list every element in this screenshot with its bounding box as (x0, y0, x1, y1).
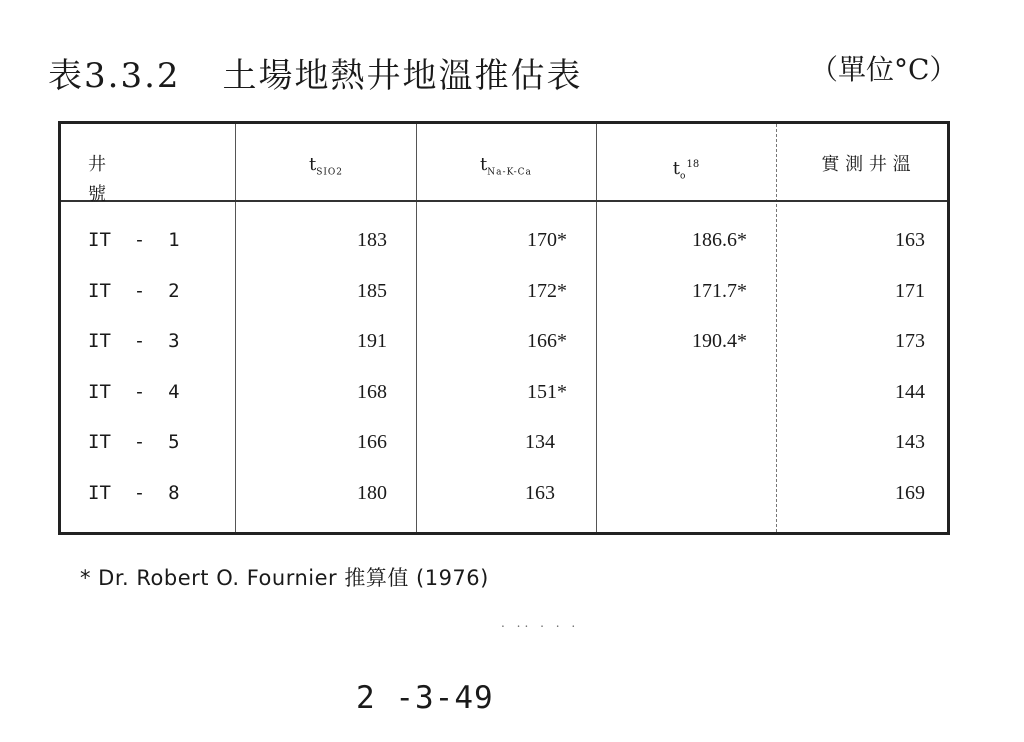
measured-cell: 144 (895, 380, 925, 403)
header-rule (61, 200, 947, 202)
table-row (61, 422, 947, 472)
measured-cell: 163 (895, 229, 925, 251)
table-row (61, 220, 947, 270)
table-title (48, 48, 583, 97)
table-caption: 土場地熱井地溫推估表 (222, 56, 583, 96)
sio2-cell: 183 (357, 229, 387, 251)
header-t-sio2: $t_{SIO2}$ (308, 154, 344, 178)
nakca-cell: 166* (527, 330, 567, 352)
o18-cell (627, 372, 747, 412)
header-t-nakca: $t_{Na-K-Ca}$ (480, 154, 532, 178)
o18-cell (627, 473, 747, 513)
nakca-cell: 170* (527, 229, 567, 251)
sio2-cell: 168 (357, 380, 387, 403)
measured-cell: 171 (895, 279, 925, 302)
table-row (61, 473, 947, 523)
o18-cell: 186.6* (692, 229, 747, 251)
table-row (61, 372, 947, 422)
well-id-cell: IT - 5 (88, 431, 180, 453)
header-well: 井 號 (88, 154, 262, 205)
nakca-cell: 151* (527, 380, 567, 403)
unit-label: （單位°C） (810, 53, 958, 86)
sio2-cell: 185 (357, 279, 387, 302)
footnote: * Dr. Robert O. Fournier 推算值 (1976) (80, 566, 489, 590)
sio2-cell: 180 (357, 481, 387, 504)
o18-cell: 190.4* (692, 330, 747, 352)
nakca-cell: 163 (525, 481, 555, 504)
table-row (61, 271, 947, 321)
o18-cell (627, 422, 747, 462)
table-number: 表3.3.2 (48, 56, 181, 96)
measured-cell: 173 (895, 330, 925, 352)
sio2-cell: 166 (357, 431, 387, 453)
measured-cell: 169 (895, 481, 925, 504)
header-measured: 實 測 井 溫 (821, 154, 911, 175)
nakca-cell: 172* (527, 279, 567, 302)
sio2-cell: 191 (357, 330, 387, 352)
o18-cell: 171.7* (692, 279, 747, 302)
well-id-cell: IT - 4 (88, 380, 180, 403)
measured-cell: 143 (895, 431, 925, 453)
header-t-o18: $t_o^{18}$ (672, 158, 700, 182)
well-id-cell: IT - 3 (88, 330, 180, 352)
well-id-cell: IT - 2 (88, 279, 180, 302)
well-id-cell: IT - 1 (88, 229, 180, 251)
well-id-cell: IT - 8 (88, 481, 180, 504)
table-row (61, 321, 947, 371)
scan-speckle: . .. . . . (501, 616, 580, 630)
nakca-cell: 134 (525, 431, 555, 453)
page-number: 2 -3-49 (356, 680, 494, 716)
